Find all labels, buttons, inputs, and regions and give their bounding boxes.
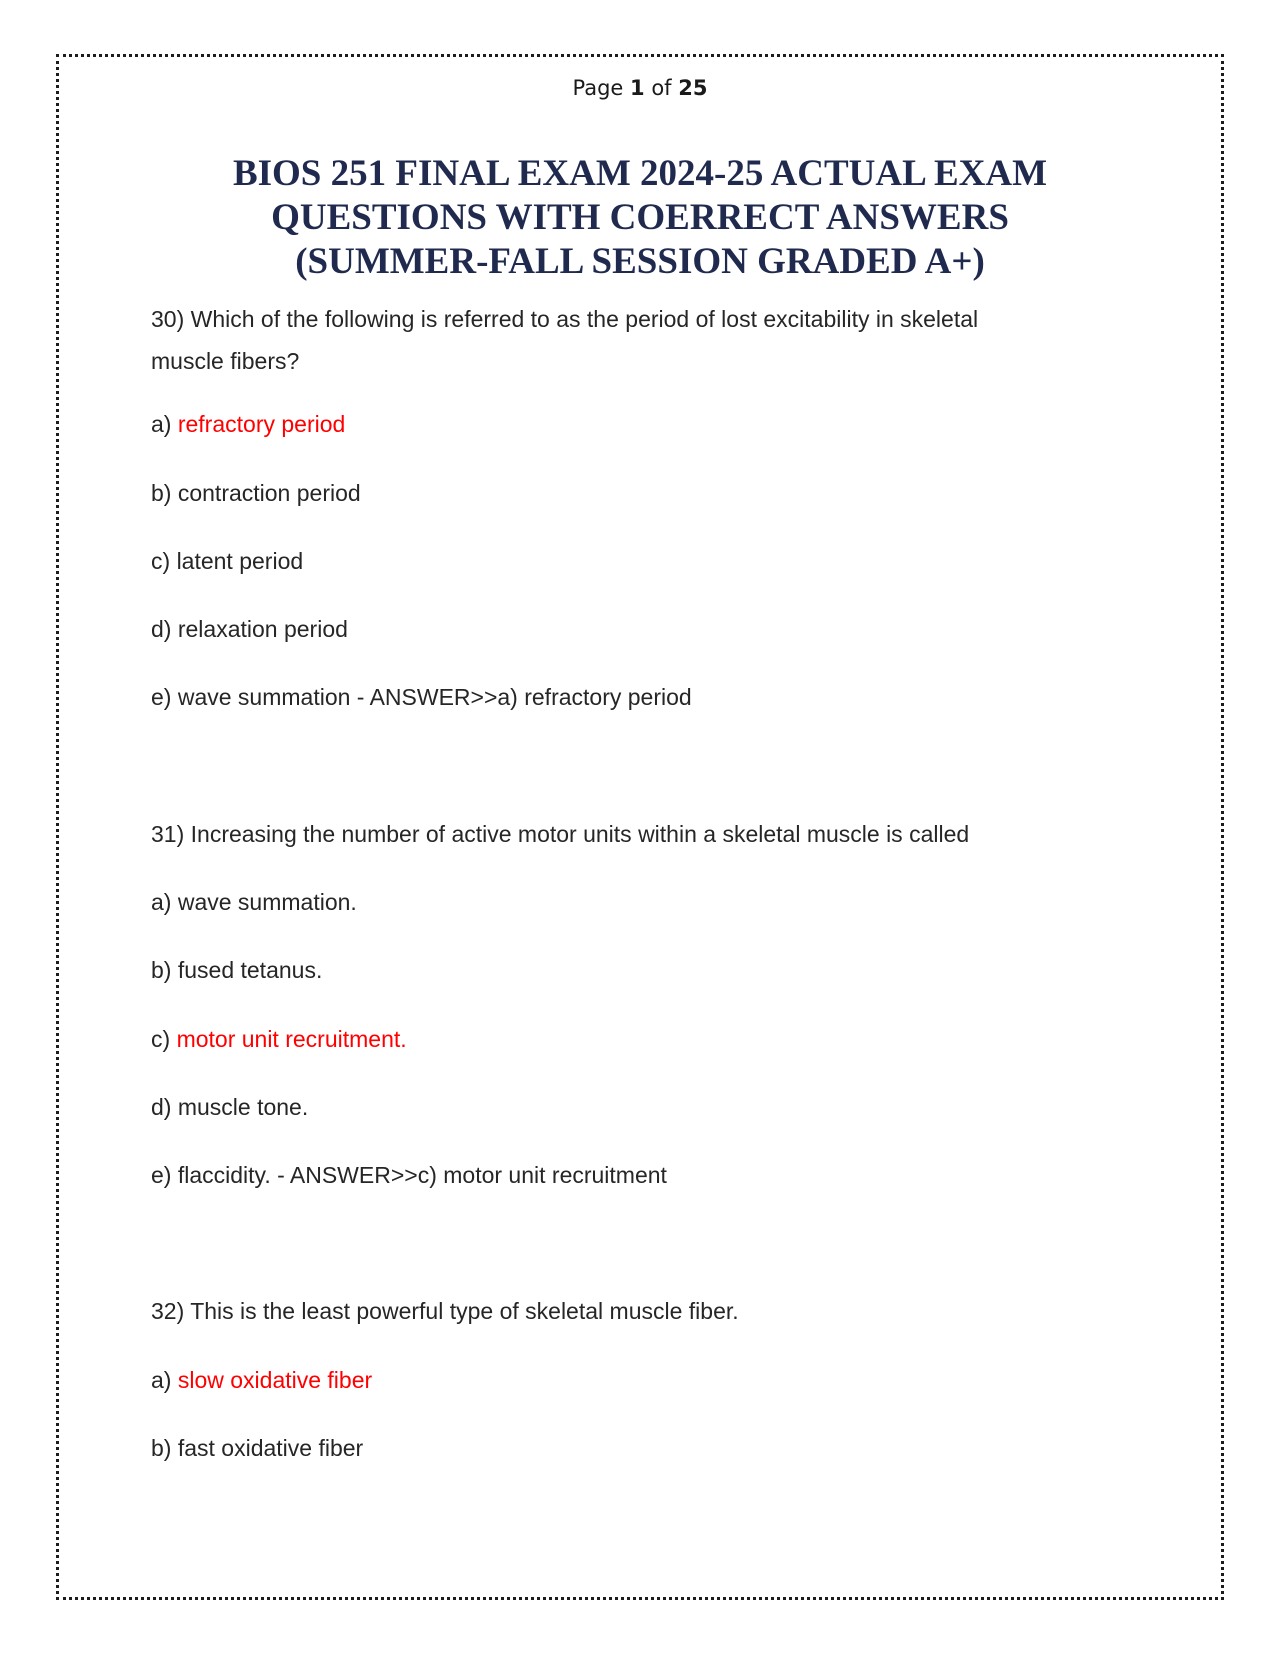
question-30-option-a	[151, 411, 345, 438]
option-prefix: b)	[151, 957, 178, 983]
question-31-option-e	[151, 1162, 667, 1189]
question-30-option-c	[151, 548, 303, 575]
option-text: relaxation period	[177, 616, 348, 642]
question-30-text-line-1: 30) Which of the following is referred to as the period of lost excitability in skeletal	[151, 306, 979, 332]
option-text: latent period	[176, 548, 304, 574]
question-30-option-d	[151, 616, 348, 643]
option-prefix: a)	[151, 1367, 178, 1393]
question-32-option-b	[151, 1435, 363, 1462]
option-prefix: a)	[151, 889, 178, 915]
question-31-option-c	[151, 1026, 407, 1053]
question-32-option-a	[151, 1367, 372, 1394]
title-line-1: BIOS 251 FINAL EXAM 2024-25 ACTUAL EXAM	[232, 153, 1048, 194]
option-text: fused tetanus.	[177, 957, 323, 983]
question-30-option-e	[151, 684, 692, 711]
page-word: Page	[572, 76, 624, 100]
page-current: 1	[630, 76, 645, 100]
option-prefix: c)	[151, 548, 177, 574]
question-31-option-d	[151, 1094, 308, 1121]
question-31-option-a	[151, 889, 357, 916]
question-31-option-b	[151, 957, 322, 984]
question-31-text-line-1: 31) Increasing the number of active motor units within a skeletal muscle is called	[151, 821, 970, 847]
option-prefix: e)	[151, 684, 178, 710]
question-30-text-line-2: muscle fibers?	[151, 348, 300, 374]
correct-answer-highlight: motor unit recruitment.	[176, 1026, 407, 1052]
question-30-option-b	[151, 480, 361, 507]
page-number	[0, 76, 1280, 100]
title-line-2: QUESTIONS WITH COERRECT ANSWERS	[271, 197, 1009, 238]
option-text: muscle tone.	[177, 1094, 309, 1120]
option-prefix: c)	[151, 1026, 177, 1052]
option-prefix: a)	[151, 411, 178, 437]
option-text: wave summation.	[177, 889, 357, 915]
correct-answer-highlight: refractory period	[177, 411, 346, 437]
option-prefix: d)	[151, 616, 178, 642]
option-prefix: b)	[151, 480, 178, 506]
option-text: fast oxidative fiber	[177, 1435, 364, 1461]
page-of: of	[651, 76, 672, 100]
option-prefix: d)	[151, 1094, 178, 1120]
option-text: wave summation - ANSWER>>a) refractory period	[177, 684, 692, 710]
option-prefix: b)	[151, 1435, 178, 1461]
question-32-text-line-1: 32) This is the least powerful type of skeletal muscle fiber.	[151, 1298, 739, 1324]
option-prefix: e)	[151, 1162, 178, 1188]
option-text: flaccidity. - ANSWER>>c) motor unit recruitment	[177, 1162, 667, 1188]
correct-answer-highlight: slow oxidative fiber	[177, 1367, 373, 1393]
option-text: contraction period	[177, 480, 361, 506]
title-line-3: (SUMMER-FALL SESSION GRADED A+)	[295, 241, 985, 282]
page-total: 25	[678, 76, 708, 100]
document-title	[150, 152, 1130, 284]
